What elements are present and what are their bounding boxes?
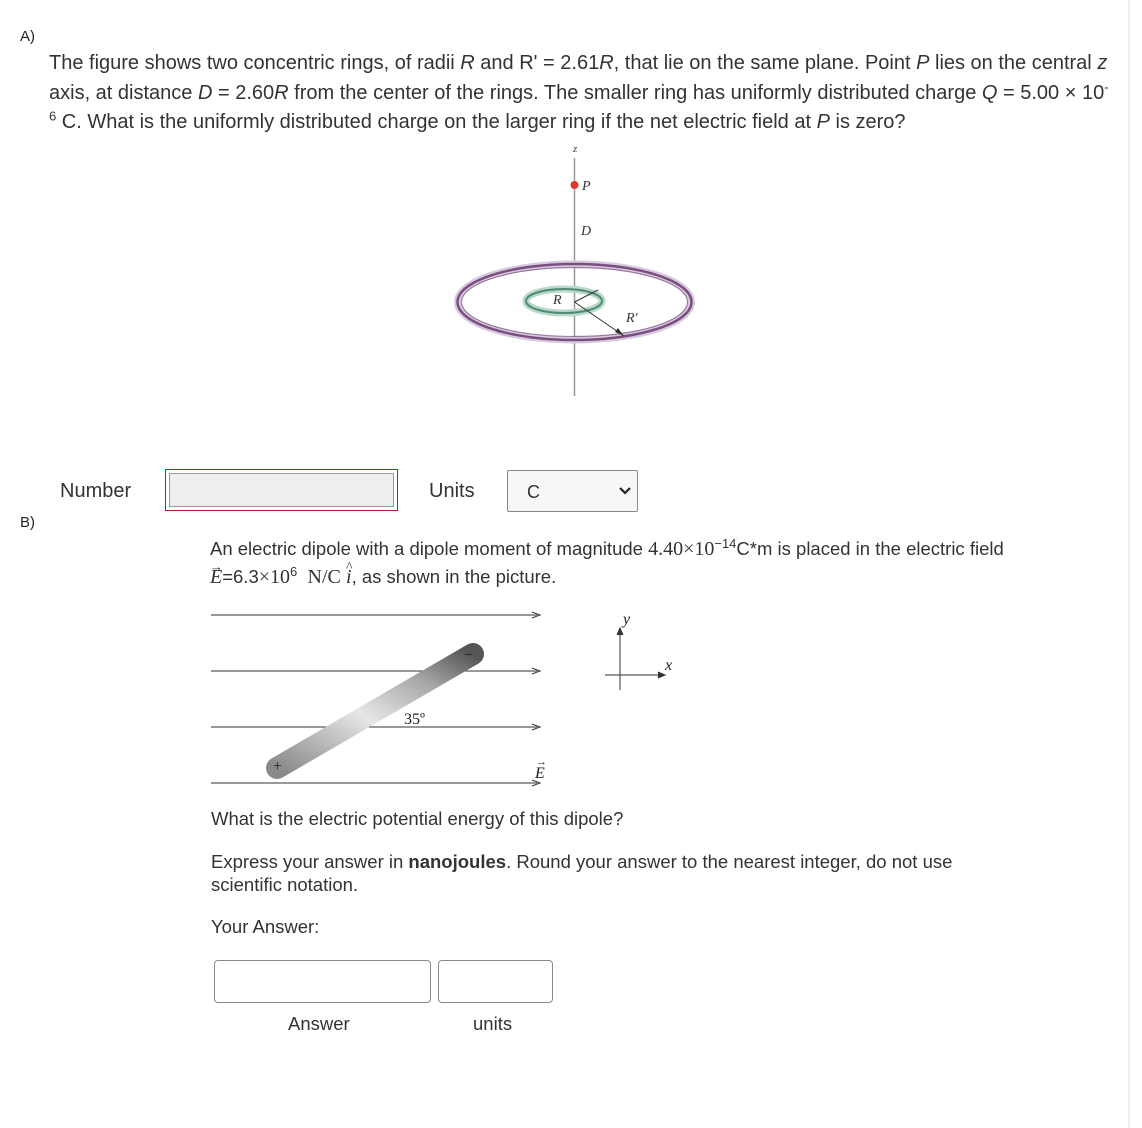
e-vector-symbol: → E (210, 564, 222, 591)
r-label: R (553, 293, 562, 308)
rprime-label: R' (626, 311, 638, 326)
your-answer-label: Your Answer: (211, 916, 320, 937)
units-caption: units (473, 1013, 513, 1034)
question-b-prompt: What is the electric potential energy of this dipole? (211, 808, 624, 829)
units-input[interactable] (438, 960, 553, 1003)
chevron-down-icon (618, 486, 632, 496)
y-axis-label: y (623, 611, 631, 628)
question-b-text: An electric dipole with a dipole moment of magnitude $4.40\times 10^{-14}C*m$ is placed in the electric field → $E=6.3\times 10^6$ N/C ^ i, as shown in the picture. (210, 535, 1010, 591)
units-select[interactable] (507, 470, 638, 512)
e-field-label: E (535, 765, 545, 782)
plus-label: + (273, 758, 283, 775)
x-axis-label: x (665, 657, 673, 674)
inner-ring (526, 289, 602, 313)
question-b-label: B) (20, 514, 35, 531)
number-label: Number (60, 480, 132, 502)
units-label: Units (429, 480, 475, 502)
svg-text:→: → (536, 756, 547, 768)
answer-input[interactable] (214, 960, 431, 1003)
answer-caption: Answer (288, 1013, 350, 1034)
question-b-instructions: Express your answer in nanojoules. Round your answer to the nearest integer, do not use scientific notation. (211, 851, 953, 895)
number-input-frame (165, 469, 398, 511)
units-selected-value: C (527, 482, 540, 502)
point-p (571, 181, 579, 189)
z-axis-label: z (573, 143, 578, 155)
d-label: D (581, 224, 592, 239)
p-label: P (582, 179, 591, 194)
number-input[interactable] (169, 473, 394, 507)
page-right-edge (1128, 0, 1130, 1128)
i-unit-vector-symbol: ^ i (346, 564, 352, 591)
question-a-text: The figure shows two concentric rings, of radii R and R' = 2.61R, that lie on the same plane. Point P lies on the central z axis, at distance D = 2.60R from the center of the rings. The smaller ring has uniformly distributed charge $Q = 5.00 \times 10^{-6}$ C. What is the uniformly distributed charge on the larger ring if the net electric field at P is zero? (49, 52, 1109, 133)
minus-label: − (464, 647, 474, 664)
question-a-label: A) (20, 28, 35, 45)
angle-label: 35º (404, 711, 425, 728)
dipole-figure (205, 600, 685, 795)
rings-figure (440, 138, 710, 400)
